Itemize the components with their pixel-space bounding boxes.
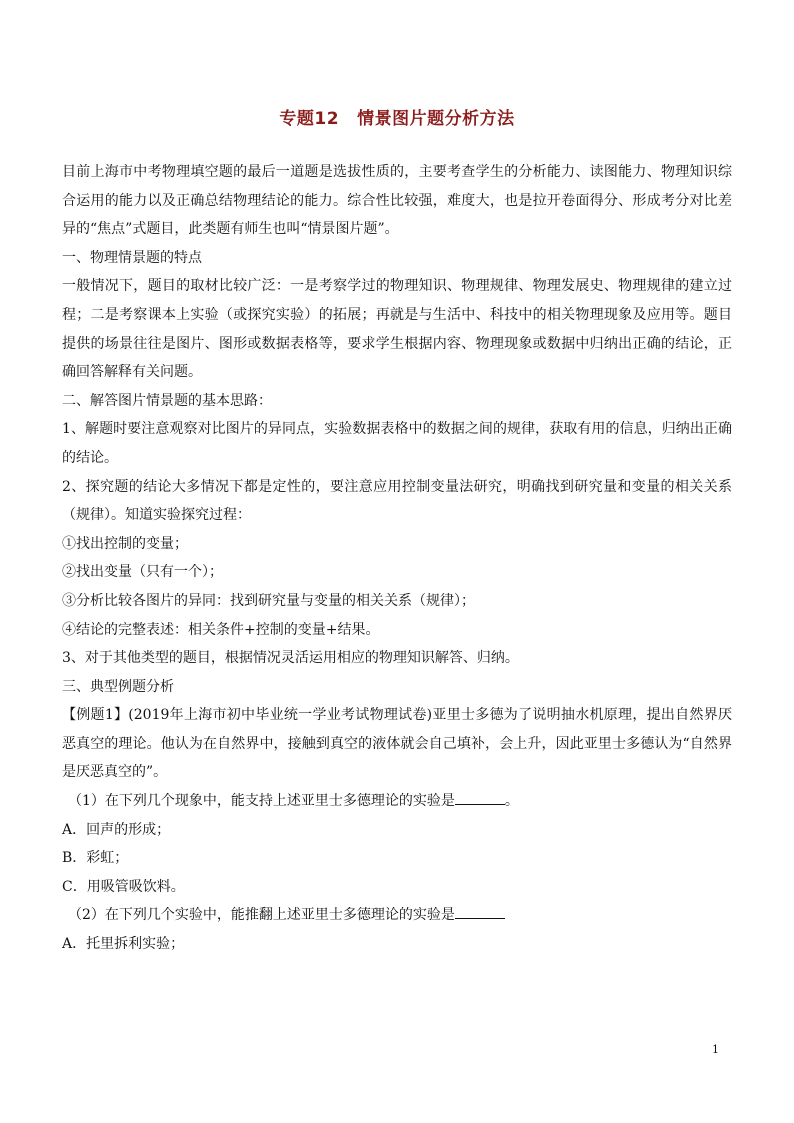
answer-blank-1: [455, 790, 505, 805]
features-paragraph: 一般情况下，题目的取材比较广泛：一是考察学过的物理知识、物理规律、物理发展史、物理规律的建立过程；二是考察课本上实验（或探究实验）的拓展；再就是与生活中、科技中的相关物理现象及应用等。题目提供的场景往往是图片、图形或数据表格等，要求学生根据内容、物理现象或数据中归纳出正确的结论，正确回答解释有关问题。: [62, 278, 732, 381]
question-1-text: （1）在下列几个现象中，能支持上述亚里士多德理论的实验是: [68, 793, 455, 810]
question-2-stem: [62, 901, 732, 930]
title-main: 情景图片题分析方法: [357, 109, 515, 129]
example-1-paragraph: 【例题1】(2019年上海市初中毕业统一学业考试物理试卷)亚里士多德为了说明抽水机原理，提出自然界厌恶真空的理论。他认为在自然界中，接触到真空的液体就会自己填补，会上升，因此亚里士多德认为“自然界是厌恶真空的”。: [62, 707, 732, 781]
question-1-option-a: A．回声的形成；: [62, 821, 171, 838]
title-prefix: 专题12: [279, 109, 340, 129]
step-2-paragraph: 2、探究题的结论大多情况下都是定性的，要注意应用控制变量法研究，明确找到研究量和变量的相关关系（规律）。知道实验探究过程：: [62, 478, 732, 524]
question-1-option-c: C．用吸管吸饮料。: [62, 878, 185, 895]
section-heading-2: 二、解答图片情景题的基本思路：: [62, 392, 272, 409]
page-title: [0, 104, 794, 129]
question-1-end: 。: [504, 793, 519, 810]
answer-blank-2: [455, 904, 505, 919]
substep-2: ②找出变量（只有一个）；: [62, 564, 223, 581]
substep-1: ①找出控制的变量；: [62, 535, 188, 552]
step-3-paragraph: 3、对于其他类型的题目，根据情况灵活运用相应的物理知识解答、归纳。: [62, 650, 519, 667]
section-heading-1: 一、物理情景题的特点: [62, 249, 202, 266]
document-body: [62, 158, 732, 959]
question-1-stem: [62, 787, 732, 816]
page-number: 1: [712, 1043, 719, 1056]
question-2-text: （2）在下列几个实验中，能推翻上述亚里士多德理论的实验是: [68, 907, 455, 924]
question-1-option-b: B．彩虹；: [62, 850, 129, 867]
section-heading-3: 三、典型例题分析: [62, 678, 174, 695]
step-1-paragraph: 1、解题时要注意观察对比图片的异同点，实验数据表格中的数据之间的规律，获取有用的信息，归纳出正确的结论。: [62, 421, 732, 466]
intro-paragraph: 目前上海市中考物理填空题的最后一道题是选拔性质的，主要考查学生的分析能力、读图能力、物理知识综合运用的能力以及正确总结物理结论的能力。综合性比较强，难度大，也是拉开卷面得分、形成考分对比差异的“焦点”式题目，此类题有师生也叫“情景图片题”。: [62, 164, 732, 238]
substep-4: ④结论的完整表述：相关条件+控制的变量+结果。: [62, 621, 380, 638]
substep-3: ③分析比较各图片的异同：找到研究量与变量的相关关系（规律）；: [62, 592, 475, 609]
question-2-option-a: A．托里拆利实验；: [62, 936, 185, 953]
